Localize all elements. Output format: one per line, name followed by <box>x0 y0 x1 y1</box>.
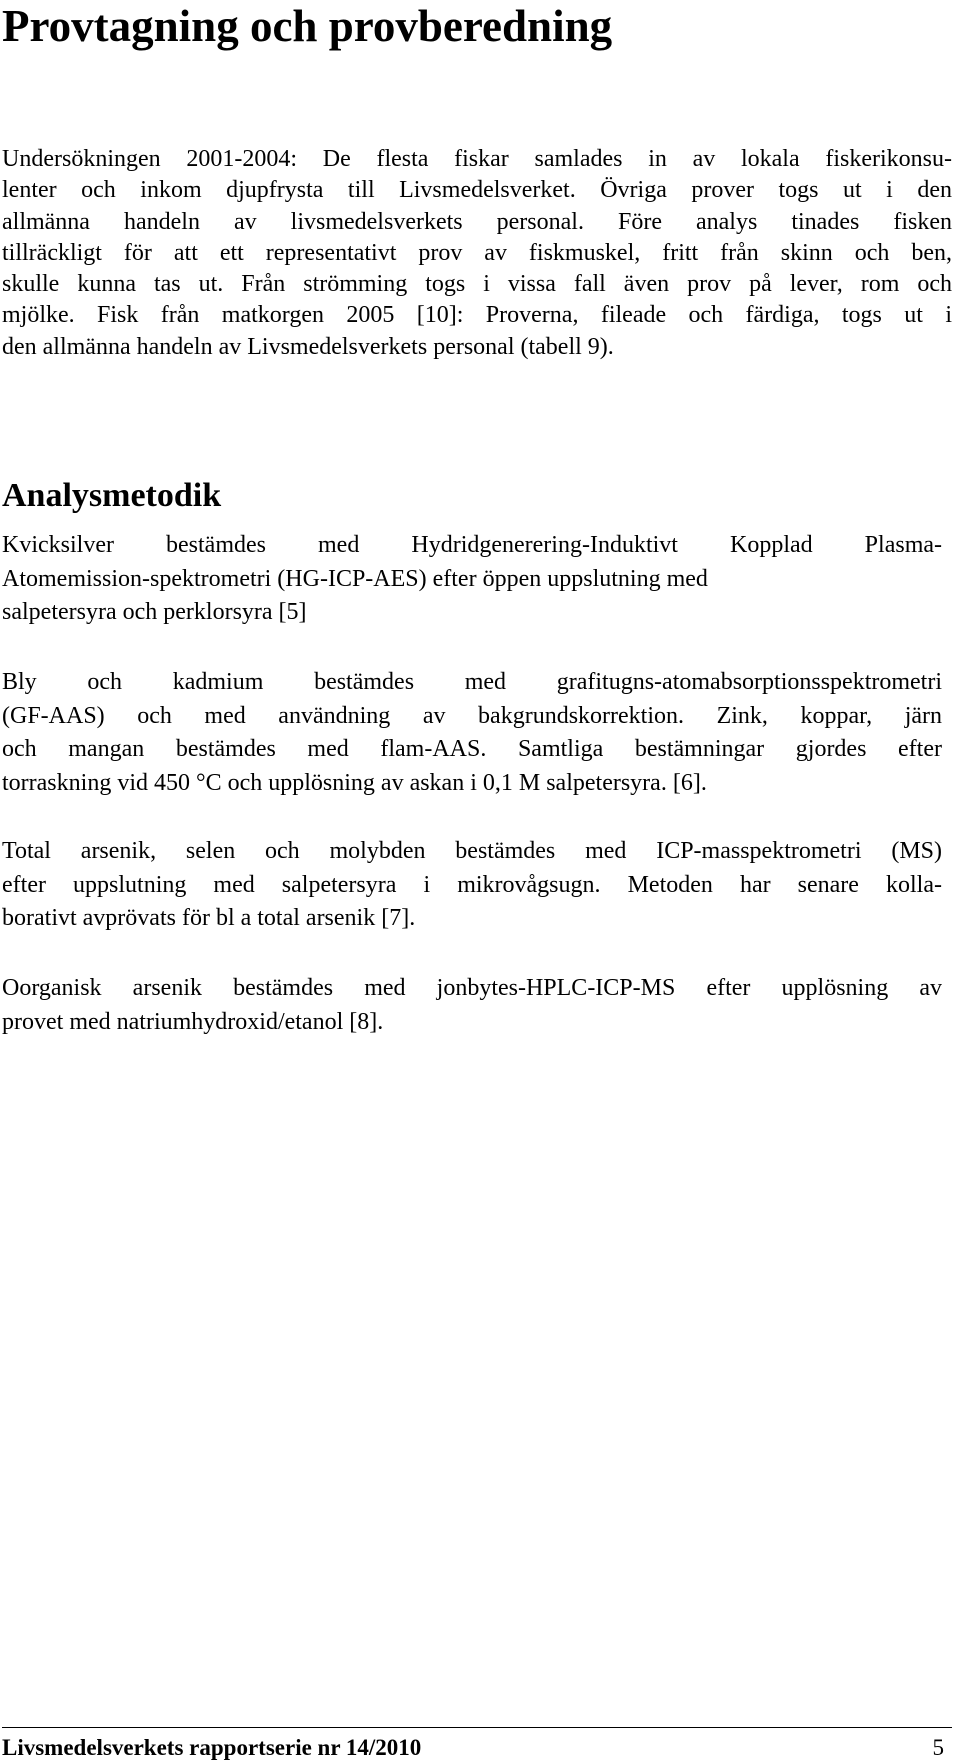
paragraph-line: Total arsenik, selen och molybden bestämdes med ICP-masspektrometri (MS) <box>2 838 942 864</box>
footer-page-number: 5 <box>932 1735 944 1760</box>
paragraph-line: Oorganisk arsenik bestämdes med jonbytes-HPLC-ICP-MS efter upplösning av <box>2 975 942 1001</box>
paragraph-oorganisk-arsenik <box>2 972 942 1039</box>
footer-series-title: Livsmedelsverkets rapportserie nr 14/2010 <box>2 1735 422 1760</box>
paragraph-arsenik <box>2 835 942 936</box>
paragraph-line: (GF-AAS) och med användning av bakgrundskorrektion. Zink, koppar, järn <box>2 702 942 729</box>
paragraph-line: provet med natriumhydroxid/etanol [8]. <box>2 1008 384 1035</box>
paragraph-bly-kadmium <box>2 666 942 800</box>
intro-line: Undersökningen 2001-2004: De flesta fiskar samlades in av lokala fiskerikonsu- <box>2 146 952 172</box>
intro-paragraph <box>2 144 952 363</box>
page-title: Provtagning och provberedning <box>2 1 613 51</box>
intro-line: allmänna handeln av livsmedelsverkets personal. Före analys tinades fisken <box>2 208 952 235</box>
paragraph-line: torraskning vid 450 °C och upplösning av askan i 0,1 M salpetersyra. [6]. <box>2 769 707 796</box>
paragraph-line: Bly och kadmium bestämdes med grafitugns-atomabsorptionsspektrometri <box>2 669 942 695</box>
intro-line: den allmänna handeln av Livsmedelsverkets personal (tabell 9). <box>2 333 614 360</box>
paragraph-line: Kvicksilver bestämdes med Hydridgenerering-Induktivt Kopplad Plasma- <box>2 532 942 558</box>
intro-line: lenter och inkom djupfrysta till Livsmedelsverket. Övriga prover togs ut i den <box>2 177 952 204</box>
paragraph-line: Atomemission-spektrometri (HG-ICP-AES) efter öppen uppslutning med <box>2 565 708 592</box>
intro-line: skulle kunna tas ut. Från strömming togs i vissa fall även prov på lever, rom och <box>2 271 952 298</box>
paragraph-kvicksilver <box>2 529 942 630</box>
intro-line: mjölke. Fisk från matkorgen 2005 [10]: Proverna, fileade och färdiga, togs ut i <box>2 302 952 329</box>
section-heading-analysmetodik: Analysmetodik <box>2 477 222 514</box>
paragraph-line: och mangan bestämdes med flam-AAS. Samtliga bestämningar gjordes efter <box>2 736 942 762</box>
paragraph-line: borativt avprövats för bl a total arsenik [7]. <box>2 905 416 931</box>
paragraph-line: salpetersyra och perklorsyra [5] <box>2 599 307 625</box>
intro-line: tillräckligt för att ett representativt prov av fiskmuskel, fritt från skinn och ben, <box>2 239 952 266</box>
paragraph-line: efter uppslutning med salpetersyra i mikrovågsugn. Metoden har senare kolla- <box>2 871 942 898</box>
footer-divider <box>2 1727 952 1728</box>
